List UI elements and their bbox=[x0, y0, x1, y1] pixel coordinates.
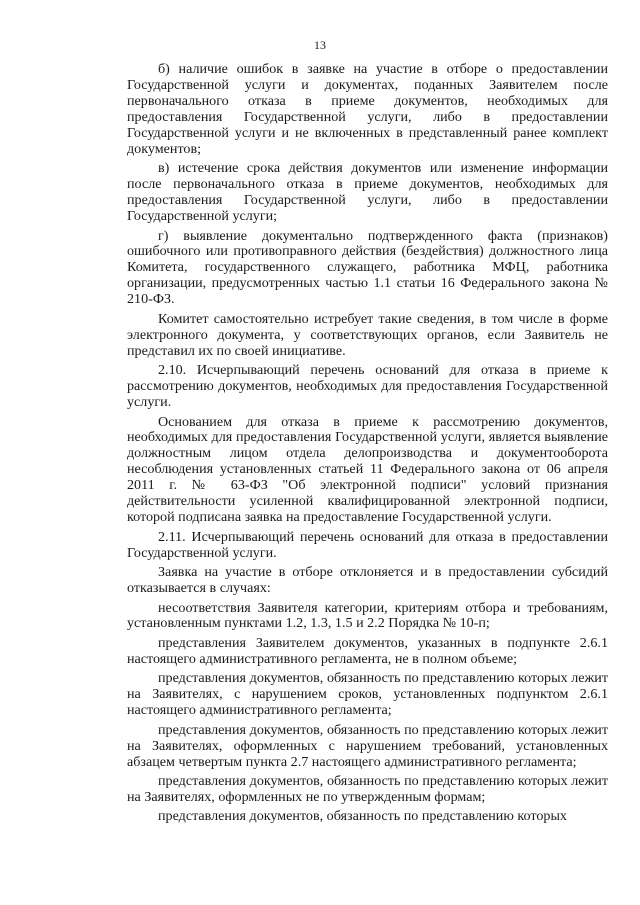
paragraph-refusal-grounds: Основанием для отказа в приеме к рассмотрению документов, необходимых для предоставления Государственной услуги, является выявление должностным лицом отдела делопроизводства и документооборота несоблюдения установленных статьей 11 Федерального закона от 06 апреля 2011 г. № 63-ФЗ "Об электронной подписи" условий признания действительности усиленной квалифицированной электронной подписи, которой подписана заявка на предоставление Государственной услуги. bbox=[127, 413, 608, 526]
list-item-deadline-violation: представления документов, обязанность по представлению которых лежит на Заявителях, с нарушением сроков, установленных подпунктом 2.6.1 настоящего административного регламента; bbox=[127, 670, 608, 719]
section-heading-2-11: 2.11. Исчерпывающий перечень оснований для отказа в предоставлении Государственной услуги. bbox=[127, 528, 608, 561]
paragraph-item-b: б) наличие ошибок в заявке на участие в отборе о предоставлении Государственной услуги и документах, поданных Заявителем после первоначального отказа в приеме документов, необходимых для предоставления Государственной услуги, либо в предоставлении Государственной услуги и не включенных в представленный ранее комплект документов; bbox=[127, 61, 608, 157]
list-item-unapproved-forms: представления документов, обязанность по представлению которых лежит на Заявителях, оформленных не по утвержденным формам; bbox=[127, 773, 608, 805]
page-number: 13 bbox=[314, 38, 326, 52]
list-item-incomplete-documents: представления Заявителем документов, указанных в подпункте 2.6.1 настоящего административного регламента, не в полном объеме; bbox=[127, 634, 608, 667]
list-item-format-violation: представления документов, обязанность по представлению которых лежит на Заявителях, оформленных с нарушением требований, установленных абзацем четвертым пункта 2.7 настоящего административного регламента; bbox=[127, 721, 608, 770]
list-item-noncompliance: несоответствия Заявителя категории, критериям отбора и требованиям, установленным пунктами 1.2, 1.3, 1.5 и 2.2 Порядка № 10-п; bbox=[127, 599, 608, 632]
paragraph-committee-requests: Комитет самостоятельно истребует такие сведения, в том числе в форме электронного документа, у соответствующих органов, если Заявитель не представил их по своей инициативе. bbox=[127, 310, 608, 359]
section-heading-2-10: 2.10. Исчерпывающий перечень оснований для отказа в приеме к рассмотрению документов, необходимых для предоставления Государственной услуги. bbox=[127, 362, 608, 411]
list-item-continued: представления документов, обязанность по представлению которых bbox=[158, 808, 567, 825]
paragraph-item-g: г) выявление документально подтвержденного факта (признаков) ошибочного или противоправного действия (бездействия) должностного лица Комитета, государственного служащего, работника МФЦ, работника организации, предусмотренных частью 1.1 статьи 16 Федерального закона № 210-ФЗ. bbox=[127, 227, 608, 308]
paragraph-item-v: в) истечение срока действия документов или изменение информации после первоначального отказа в приеме документов, необходимых для предоставления Государственной услуги, либо в предоставлении Государственной услуги; bbox=[127, 160, 608, 225]
document-body bbox=[127, 62, 608, 825]
paragraph-rejection-cases: Заявка на участие в отборе отклоняется и в предоставлении субсидий отказывается в случаях: bbox=[127, 564, 608, 597]
